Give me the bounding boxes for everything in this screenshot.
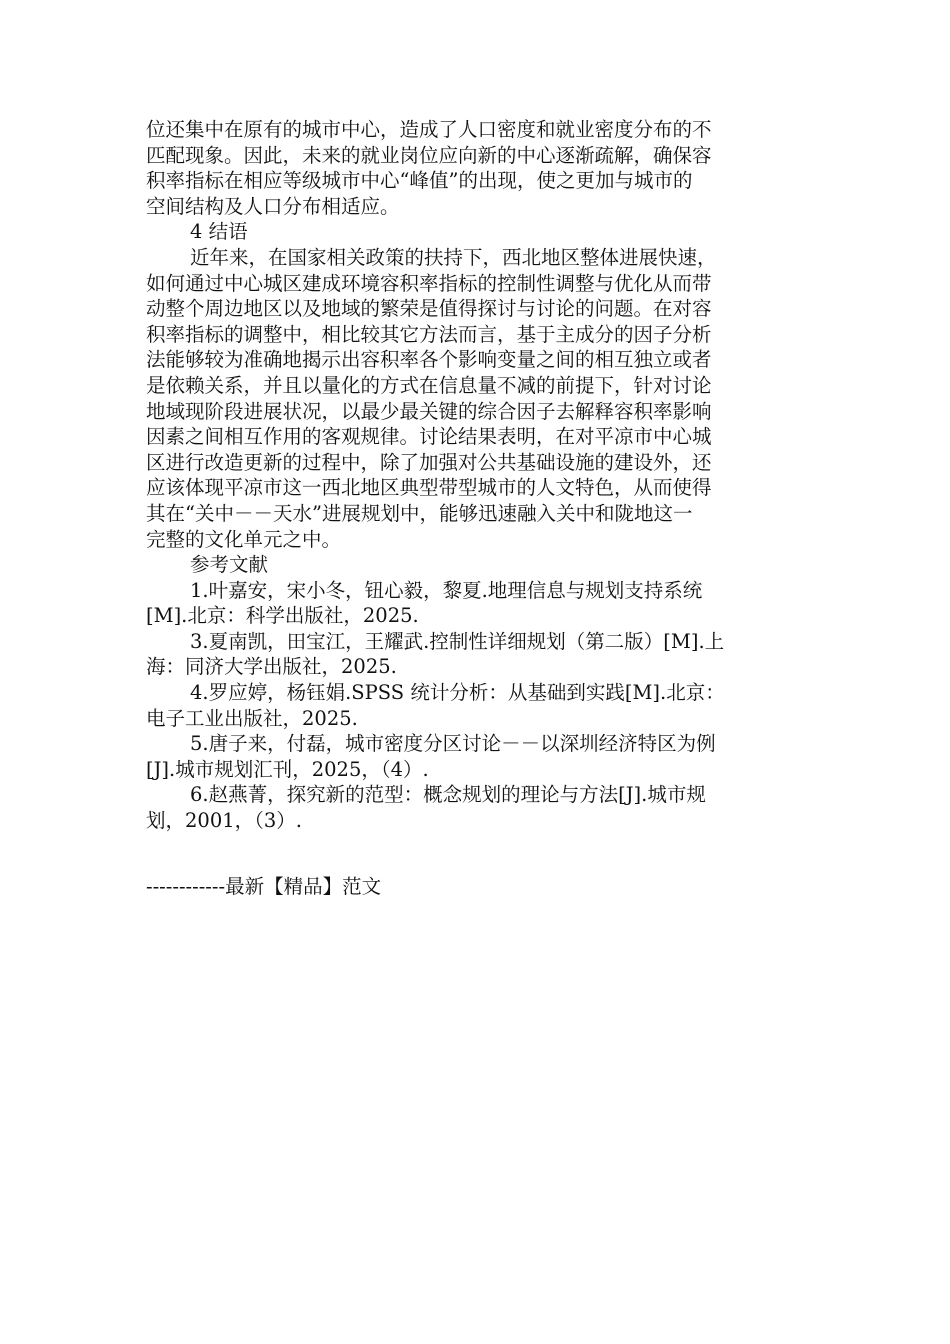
body-text-line: 积率指标的调整中，相比较其它方法而言，基于主成分的因子分析 xyxy=(146,322,712,346)
body-text-line: 因素之间相互作用的客观规律。讨论结果表明，在对平凉市中心城 xyxy=(146,425,712,449)
reference-item: 5.唐子来，付磊，城市密度分区讨论－－以深圳经济特区为例 xyxy=(190,732,716,756)
reference-item-continued: 划，2001，（3）. xyxy=(146,809,302,833)
body-text-line: 动整个周边地区以及地域的繁荣是值得探讨与讨论的问题。在对容 xyxy=(146,297,712,321)
body-text-line: 其在“关中－－天水”进展规划中，能够迅速融入关中和陇地这一 xyxy=(146,501,693,525)
body-text-line: 空间结构及人口分布相适应。 xyxy=(146,194,400,218)
reference-item: 6.赵燕菁，探究新的范型：概念规划的理论与方法[J].城市规 xyxy=(190,783,706,807)
reference-item: 3.夏南凯，田宝江，王耀武.控制性详细规划（第二版）[M].上 xyxy=(190,629,725,653)
reference-item: 4.罗应婷，杨钰娟.SPSS 统计分析：从基础到实践[M].北京： xyxy=(190,681,725,705)
reference-item-continued: [J].城市规划汇刊，2025，（4）. xyxy=(146,757,429,781)
references-heading: 参考文献 xyxy=(190,553,269,577)
body-text-line: 是依赖关系，并且以量化的方式在信息量不减的前提下，针对讨论 xyxy=(146,373,712,397)
body-text-line: 积率指标在相应等级城市中心“峰值”的出现，使之更加与城市的 xyxy=(146,169,693,193)
body-text-line: 完整的文化单元之中。 xyxy=(146,527,342,551)
reference-item-continued: 海：同济大学出版社，2025. xyxy=(146,655,397,679)
body-text-line: 法能够较为准确地揭示出容积率各个影响变量之间的相互独立或者 xyxy=(146,348,712,372)
body-text-line: 匹配现象。因此，未来的就业岗位应向新的中心逐渐疏解，确保容 xyxy=(146,143,712,167)
reference-item-continued: [M].北京：科学出版社，2025. xyxy=(146,604,419,628)
section-heading: 4 结语 xyxy=(190,220,248,244)
reference-item: 1.叶嘉安，宋小冬，钮心毅，黎夏.地理信息与规划支持系统 xyxy=(190,578,703,602)
body-text-line: 应该体现平凉市这一西北地区典型带型城市的人文特色，从而使得 xyxy=(146,476,712,500)
reference-item-continued: 电子工业出版社，2025. xyxy=(146,706,358,730)
body-text-line: 如何通过中心城区建成环境容积率指标的控制性调整与优化从而带 xyxy=(146,271,712,295)
body-text-line: 位还集中在原有的城市中心，造成了人口密度和就业密度分布的不 xyxy=(146,118,712,141)
body-text-line: 地域现阶段进展状况，以最少最关键的综合因子去解释容积率影响 xyxy=(146,399,712,423)
footer-text: ------------最新【精品】范文 xyxy=(146,875,382,898)
body-text-line: 近年来，在国家相关政策的扶持下，西北地区整体进展快速， xyxy=(190,245,717,269)
document-body xyxy=(146,117,806,834)
body-text-line: 区进行改造更新的过程中，除了加强对公共基础设施的建设外，还 xyxy=(146,450,712,474)
